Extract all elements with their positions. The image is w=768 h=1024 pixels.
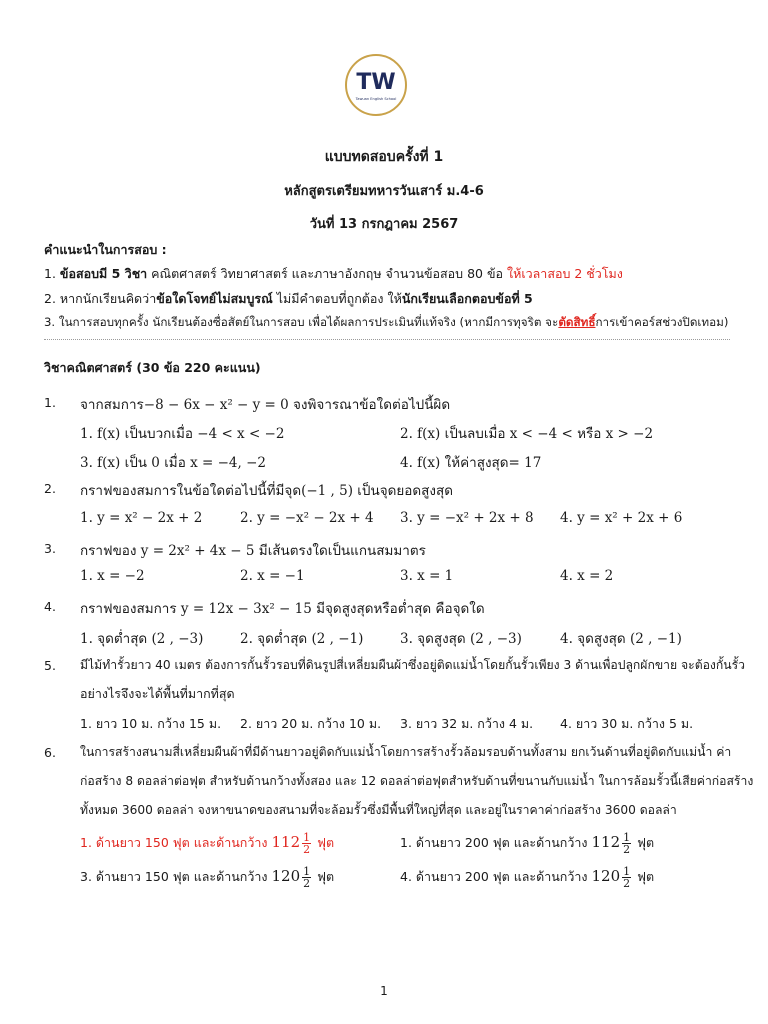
q1-number: 1. [44,395,56,410]
instruction-1-time: ให้เวลาสอบ 2 ชั่วโมง [507,266,623,281]
instruction-2-bold-2: นักเรียนเลือกตอบข้อที่ 5 [401,291,533,306]
section-title: วิชาคณิตศาสตร์ (30 ข้อ 220 คะแนน) [44,360,261,375]
q5-choice-1: 1. ยาว 10 ม. กว้าง 15 ม. [80,716,222,731]
q6-choice-3-whole: 120 [271,867,301,885]
q4-choice-3: 3. จุดสูงสุด (2 , −3) [400,631,522,647]
instruction-2-prefix: 2. หากนักเรียนคิดว่า [44,291,157,306]
school-logo [344,53,408,117]
q6-text-line-2: ก่อสร้าง 8 ดอลล่าต่อฟุต สำหรับด้านกว้างทั้งสอง และ 12 ดอลล่าต่อฟุตสำหรับด้านที่ขนานกับแม่น้ำ ในการล้อมรั้วนี้เสียค่าก่อสร้าง [80,774,754,788]
exam-title: แบบทดสอบครั้งที่ 1 [324,149,444,165]
q2-number: 2. [44,481,56,496]
q3-choice-1: 1. x = −2 [80,568,145,584]
instruction-3-text: 3. ในการสอบทุกครั้ง นักเรียนต้องซื่อสัตย์ในการสอบ เพื่อได้ผลการประเมินที่แท้จริง (หากมีการทุจริต จะ [44,315,559,329]
q6-choice-4-text: 4. ด้านยาว 200 ฟุต และด้านกว้าง [400,869,588,884]
instruction-1 [44,264,623,284]
q5-text-line-2: อย่างไรจึงจะได้พื้นที่มากที่สุด [80,686,235,701]
q6-choice-2 [400,832,654,855]
q5-number: 5. [44,658,56,673]
q1-choice-1: 1. f(x) เป็นบวกเมื่อ −4 < x < −2 [80,426,285,442]
instruction-3 [44,314,728,332]
logo-caption: Tawuan English School [355,97,397,101]
q4-choice-4: 4. จุดสูงสุด (2 , −1) [560,631,682,647]
q3-number: 3. [44,541,56,556]
q6-choice-1 [80,832,334,855]
q6-choice-1-whole: 112 [271,833,301,851]
instruction-1-bold: ข้อสอบมี 5 วิชา [59,266,148,281]
q3-choice-4: 4. x = 2 [560,568,614,584]
page-number: 1 [380,984,388,998]
q6-choice-2-unit: ฟุต [637,835,655,850]
q6-choice-4-whole: 120 [591,867,621,885]
q6-choice-2-fraction [622,832,631,855]
q5-choice-3: 3. ยาว 32 ม. กว้าง 4 ม. [400,716,534,731]
q6-choice-4-unit: ฟุต [637,869,655,884]
q6-choice-1-text: 1. ด้านยาว 150 ฟุต และด้านกว้าง [80,835,268,850]
q6-choice-4-denominator: 2 [623,877,631,890]
logo-text: TW [356,70,396,95]
q2-choice-4: 4. y = x² + 2x + 6 [560,510,683,526]
instruction-2-text: ไม่มีคำตอบที่ถูกต้อง ให้ [272,291,402,306]
q6-choice-4 [400,866,654,889]
q5-choice-4: 4. ยาว 30 ม. กว้าง 5 ม. [560,716,694,731]
q6-choice-2-whole: 112 [591,833,621,851]
instruction-1-prefix: 1. [44,266,60,281]
q2-choice-2: 2. y = −x² − 2x + 4 [240,510,374,526]
q6-number: 6. [44,745,56,760]
course-name: หลักสูตรเตรียมทหารวันเสาร์ ม.4-6 [284,184,484,199]
instruction-1-text: คณิตศาสตร์ วิทยาศาสตร์ และภาษาอังกฤษ จำนวนข้อสอบ 80 ข้อ [147,266,507,281]
q6-text-line-1: ในการสร้างสนามสี่เหลี่ยมผืนผ้าที่มีด้านยาวอยู่ติดกับแม่น้ำโดยการสร้างรั้วล้อมรอบด้านทั้งสาม ยกเว้นด้านที่อยู่ติดกับแม่น้ำ ค่า [80,745,732,759]
q6-choice-3-numerator: 1 [303,865,311,878]
q1-choice-2: 2. f(x) เป็นลบเมื่อ x < −4 < หรือ x > −2 [400,426,654,442]
q6-choice-3 [80,866,334,889]
q2-choice-3: 3. y = −x² + 2x + 8 [400,510,534,526]
instructions-heading: คำแนะนำในการสอบ : [44,242,167,257]
q6-choice-1-numerator: 1 [303,831,311,844]
q1-choice-4: 4. f(x) ให้ค่าสูงสุด= 17 [400,455,542,471]
q6-choice-4-fraction [622,866,631,889]
q6-choice-1-fraction [302,832,311,855]
q6-choice-3-fraction [302,866,311,889]
q6-choice-3-text: 3. ด้านยาว 150 ฟุต และด้านกว้าง [80,869,268,884]
q4-number: 4. [44,599,56,614]
q6-choice-3-unit: ฟุต [317,869,335,884]
q6-choice-4-numerator: 1 [623,865,631,878]
q3-text: กราฟของ y = 2x² + 4x − 5 มีเส้นตรงใดเป็นแกนสมมาตร [80,543,426,559]
instruction-3-red: ตัดสิทธิ์ [558,315,596,329]
q4-choice-2: 2. จุดต่ำสุด (2 , −1) [240,631,364,647]
q6-text-line-3: ทั้งหมด 3600 ดอลล่า จงหาขนาดของสนามที่จะล้อมรั้วซึ่งมีพื้นที่ใหญ่ที่สุด และอยู่ในราคาค่าก่อสร้าง 3600 ดอลล่า [80,803,677,817]
q2-text: กราฟของสมการในข้อใดต่อไปนี้ที่มีจุด(−1 , 5) เป็นจุดยอดสูงสุด [80,483,453,499]
q6-choice-3-denominator: 2 [303,877,311,890]
q4-choice-1: 1. จุดต่ำสุด (2 , −3) [80,631,204,647]
q5-choice-2: 2. ยาว 20 ม. กว้าง 10 ม. [240,716,382,731]
exam-date: วันที่ 13 กรกฎาคม 2567 [309,217,459,232]
q6-choice-1-unit: ฟุต [317,835,335,850]
q5-text-line-1: มีไม้ทำรั้วยาว 40 เมตร ต้องการกั้นรั้วรอบที่ดินรูปสี่เหลี่ยมผืนผ้าซึ่งอยู่ติดแม่น้ำโดยกั้นรั้วเพียง 3 ด้านเพื่อปลูกผักขาย จะต้องกั้นรั้ว [80,658,745,672]
q1-choice-3: 3. f(x) เป็น 0 เมื่อ x = −4, −2 [80,455,266,471]
instruction-2 [44,289,533,309]
instruction-3-tail: การเข้าคอร์สช่วงปิดเทอม) [595,315,729,329]
q6-choice-1-denominator: 2 [303,843,311,856]
q3-choice-2: 2. x = −1 [240,568,305,584]
q4-text: กราฟของสมการ y = 12x − 3x² − 15 มีจุดสูงสุดหรือต่ำสุด คือจุดใด [80,601,485,617]
q2-choice-1: 1. y = x² − 2x + 2 [80,510,203,526]
instruction-2-bold: ข้อใดโจทย์ไม่สมบูรณ์ [156,291,273,306]
q1-text: จากสมการ−8 − 6x − x² − y = 0 จงพิจารณาข้อใดต่อไปนี้ผิด [80,397,451,413]
divider [44,339,730,340]
q6-choice-2-text: 1. ด้านยาว 200 ฟุต และด้านกว้าง [400,835,588,850]
q6-choice-2-denominator: 2 [623,843,631,856]
q3-choice-3: 3. x = 1 [400,568,454,584]
q6-choice-2-numerator: 1 [623,831,631,844]
